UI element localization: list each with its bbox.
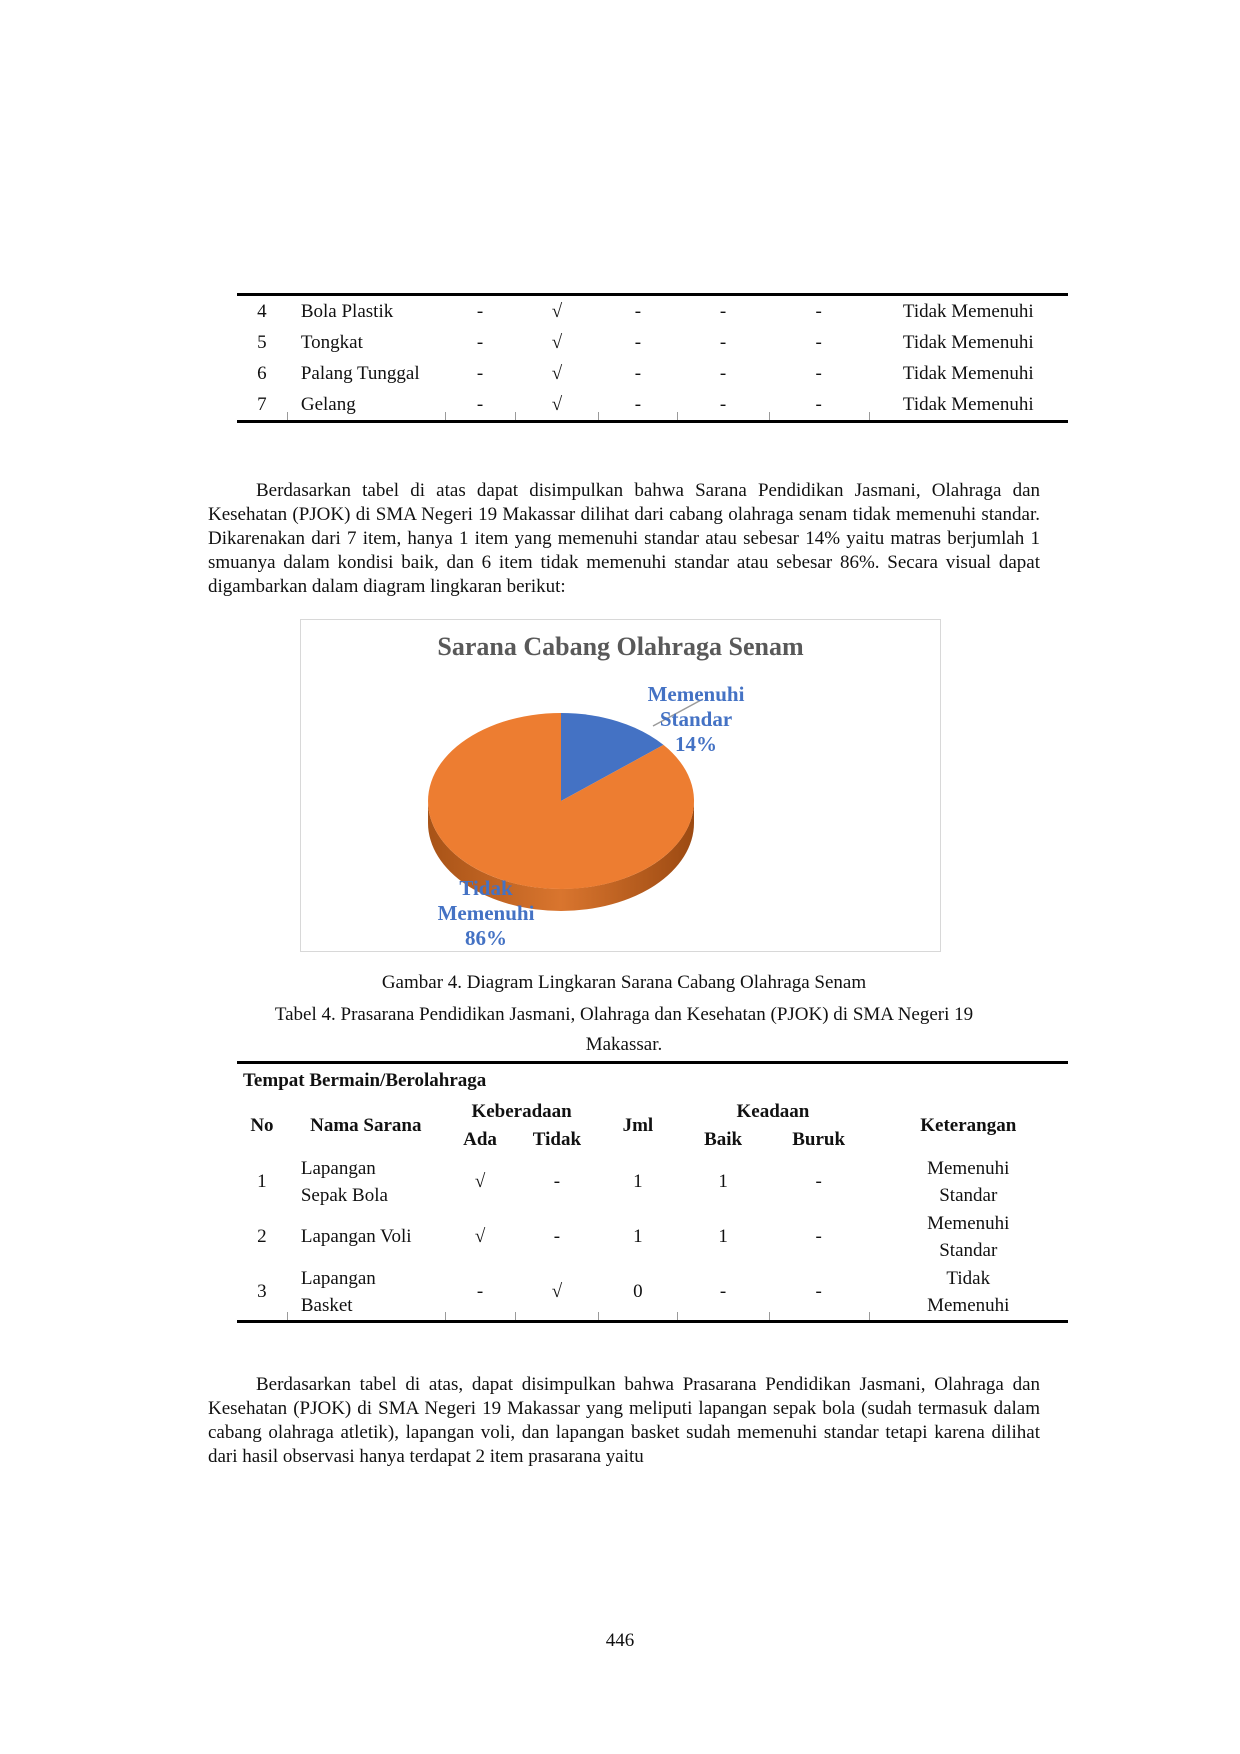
cell-tidak: √	[551, 300, 563, 322]
pie-chart-canvas	[301, 620, 940, 951]
cell-no: 7	[257, 393, 267, 415]
cell-buruk: -	[815, 1281, 822, 1302]
column-tick	[677, 412, 678, 420]
cell-nama: Gelang	[300, 393, 356, 415]
header-keadaan: Keadaan	[736, 1100, 810, 1122]
table-caption-line1: Tabel 4. Prasarana Pendidikan Jasmani, Olahraga dan Kesehatan (PJOK) di SMA Negeri 19	[274, 1004, 974, 1025]
cell-ada: √	[474, 1226, 486, 1247]
cell-jml: 1	[633, 1226, 643, 1247]
header-baik: Baik	[704, 1128, 743, 1150]
keterangan-line1: Memenuhi	[927, 1158, 1010, 1179]
cell-ada: -	[476, 300, 484, 322]
figure-caption: Gambar 4. Diagram Lingkaran Sarana Cabang Olahraga Senam	[381, 972, 867, 993]
cell-baik: 1	[718, 1171, 728, 1192]
table-row	[237, 389, 1068, 422]
column-tick	[598, 412, 599, 420]
cell-keterangan: Tidak Memenuhi	[902, 362, 1034, 384]
cell-baik: -	[719, 1281, 727, 1302]
cell-tidak: √	[551, 331, 563, 353]
table-row	[237, 327, 1068, 358]
cell-jml: -	[634, 362, 642, 384]
paragraph-prasarana: Berdasarkan tabel di atas, dapat disimpulkan bahwa Prasarana Pendidikan Jasmani, Olahraga dan Kesehatan (PJOK) di SMA Negeri 19 Makassar yang meliputi lapangan sepak bola (sudah termasuk dalam cabang olahraga atletik), lapangan voli, dan lapangan basket sudah memenuhi standar tetapi karena dilihat dari hasil observasi hanya terdapat 2 item prasarana yaitu	[208, 1374, 1040, 1467]
cell-keterangan: Tidak Memenuhi	[902, 331, 1034, 353]
chart-title: Sarana Cabang Olahraga Senam	[437, 632, 804, 661]
header-ada: Ada	[463, 1128, 497, 1150]
cell-nama: Tongkat	[300, 331, 363, 353]
column-tick	[869, 1312, 870, 1320]
table-row	[237, 1210, 1068, 1264]
cell-jml: 0	[633, 1281, 643, 1302]
cell-jml: -	[634, 331, 642, 353]
cell-no: 3	[257, 1281, 267, 1302]
cell-ada: -	[476, 393, 484, 415]
cell-buruk: -	[815, 1226, 822, 1247]
column-tick	[869, 412, 870, 420]
keterangan-line2: Memenuhi	[927, 1295, 1010, 1316]
header-keterangan: Keterangan	[920, 1115, 1017, 1136]
cell-jml: 1	[633, 1171, 643, 1192]
cell-nama	[287, 1154, 445, 1210]
nama-line2: Basket	[300, 1295, 353, 1316]
nama-line1: Lapangan	[300, 1158, 376, 1179]
cell-baik: 1	[718, 1226, 728, 1247]
cell-no: 6	[257, 362, 267, 384]
cell-buruk: -	[815, 300, 822, 322]
cell-baik: -	[719, 300, 727, 322]
cell-buruk: -	[815, 362, 822, 384]
column-tick	[515, 412, 516, 420]
cell-tidak: -	[553, 1226, 561, 1247]
cell-nama: Bola Plastik	[300, 300, 394, 322]
table-row	[237, 1264, 1068, 1322]
pie-chart-figure	[300, 619, 941, 952]
group-header: Tempat Bermain/Berolahraga	[243, 1070, 487, 1091]
cell-jml: -	[634, 393, 642, 415]
cell-keterangan: Tidak Memenuhi	[902, 393, 1034, 415]
column-tick	[287, 1312, 288, 1320]
cell-tidak: √	[551, 1281, 563, 1302]
nama-line2: Sepak Bola	[300, 1185, 388, 1206]
page-number: 446	[605, 1630, 635, 1651]
header-tidak: Tidak	[532, 1128, 582, 1150]
cell-buruk: -	[815, 1171, 822, 1192]
slice-label-memenuhi-standar: Memenuhi Standar 14%	[647, 682, 745, 756]
column-tick	[515, 1312, 516, 1320]
column-tick	[287, 412, 288, 420]
cell-nama: Lapangan Voli	[300, 1226, 412, 1247]
equipment-table-continuation	[237, 293, 1068, 423]
cell-baik: -	[719, 393, 727, 415]
keterangan-line2: Standar	[939, 1185, 998, 1206]
cell-ada: -	[476, 331, 484, 353]
cell-keterangan	[869, 1154, 1068, 1210]
prasarana-table	[237, 1061, 1068, 1323]
cell-keterangan	[869, 1264, 1068, 1322]
cell-ada: -	[476, 362, 484, 384]
header-nama-sarana: Nama Sarana	[310, 1115, 422, 1136]
cell-no: 5	[257, 331, 267, 353]
cell-buruk: -	[815, 393, 822, 415]
column-tick	[769, 1312, 770, 1320]
cell-no: 4	[257, 300, 267, 322]
cell-baik: -	[719, 331, 727, 353]
table-header-row	[237, 1098, 1068, 1125]
table-caption-line2: Makassar.	[585, 1034, 663, 1055]
keterangan-line1: Tidak	[946, 1268, 991, 1289]
column-tick	[445, 1312, 446, 1320]
cell-tidak: √	[551, 362, 563, 384]
cell-tidak: -	[553, 1171, 561, 1192]
keterangan-line2: Standar	[939, 1240, 998, 1261]
column-tick	[598, 1312, 599, 1320]
nama-line1: Lapangan	[300, 1268, 376, 1289]
slice-label-tidak-memenuhi: Tidak Memenuhi 86%	[437, 876, 535, 950]
table-row	[237, 358, 1068, 389]
column-tick	[677, 1312, 678, 1320]
cell-no: 2	[257, 1226, 267, 1247]
cell-nama	[287, 1264, 445, 1322]
table-caption	[208, 1000, 1040, 1060]
cell-ada: √	[474, 1171, 486, 1192]
header-buruk: Buruk	[792, 1128, 846, 1150]
table-row	[237, 295, 1068, 328]
table-group-header-row	[237, 1063, 1068, 1099]
cell-jml: -	[634, 300, 642, 322]
cell-no: 1	[257, 1171, 267, 1192]
cell-ada: -	[476, 1281, 484, 1302]
cell-keterangan: Tidak Memenuhi	[902, 300, 1034, 322]
column-tick	[769, 412, 770, 420]
column-tick	[445, 412, 446, 420]
paragraph-sarana-senam: Berdasarkan tabel di atas dapat disimpulkan bahwa Sarana Pendidikan Jasmani, Olahraga dan Kesehatan (PJOK) di SMA Negeri 19 Makassar dilihat dari cabang olahraga senam tidak memenuhi standar. Dikarenakan dari 7 item, hanya 1 item yang memenuhi standar atau sebesar 14% yaitu matras berjumlah 1 smuanya dalam kondisi baik, dan 6 item tidak memenuhi standar atau sebesar 86%. Secara visual dapat digambarkan dalam diagram lingkaran berikut:	[208, 480, 1040, 597]
header-no: No	[250, 1115, 274, 1136]
table-row	[237, 1154, 1068, 1210]
cell-buruk: -	[815, 331, 822, 353]
cell-tidak: √	[551, 393, 563, 415]
header-jml: Jml	[622, 1115, 654, 1136]
header-keberadaan: Keberadaan	[471, 1100, 572, 1122]
cell-baik: -	[719, 362, 727, 384]
cell-nama: Palang Tunggal	[300, 362, 420, 384]
cell-keterangan	[869, 1210, 1068, 1264]
keterangan-line1: Memenuhi	[927, 1213, 1010, 1234]
